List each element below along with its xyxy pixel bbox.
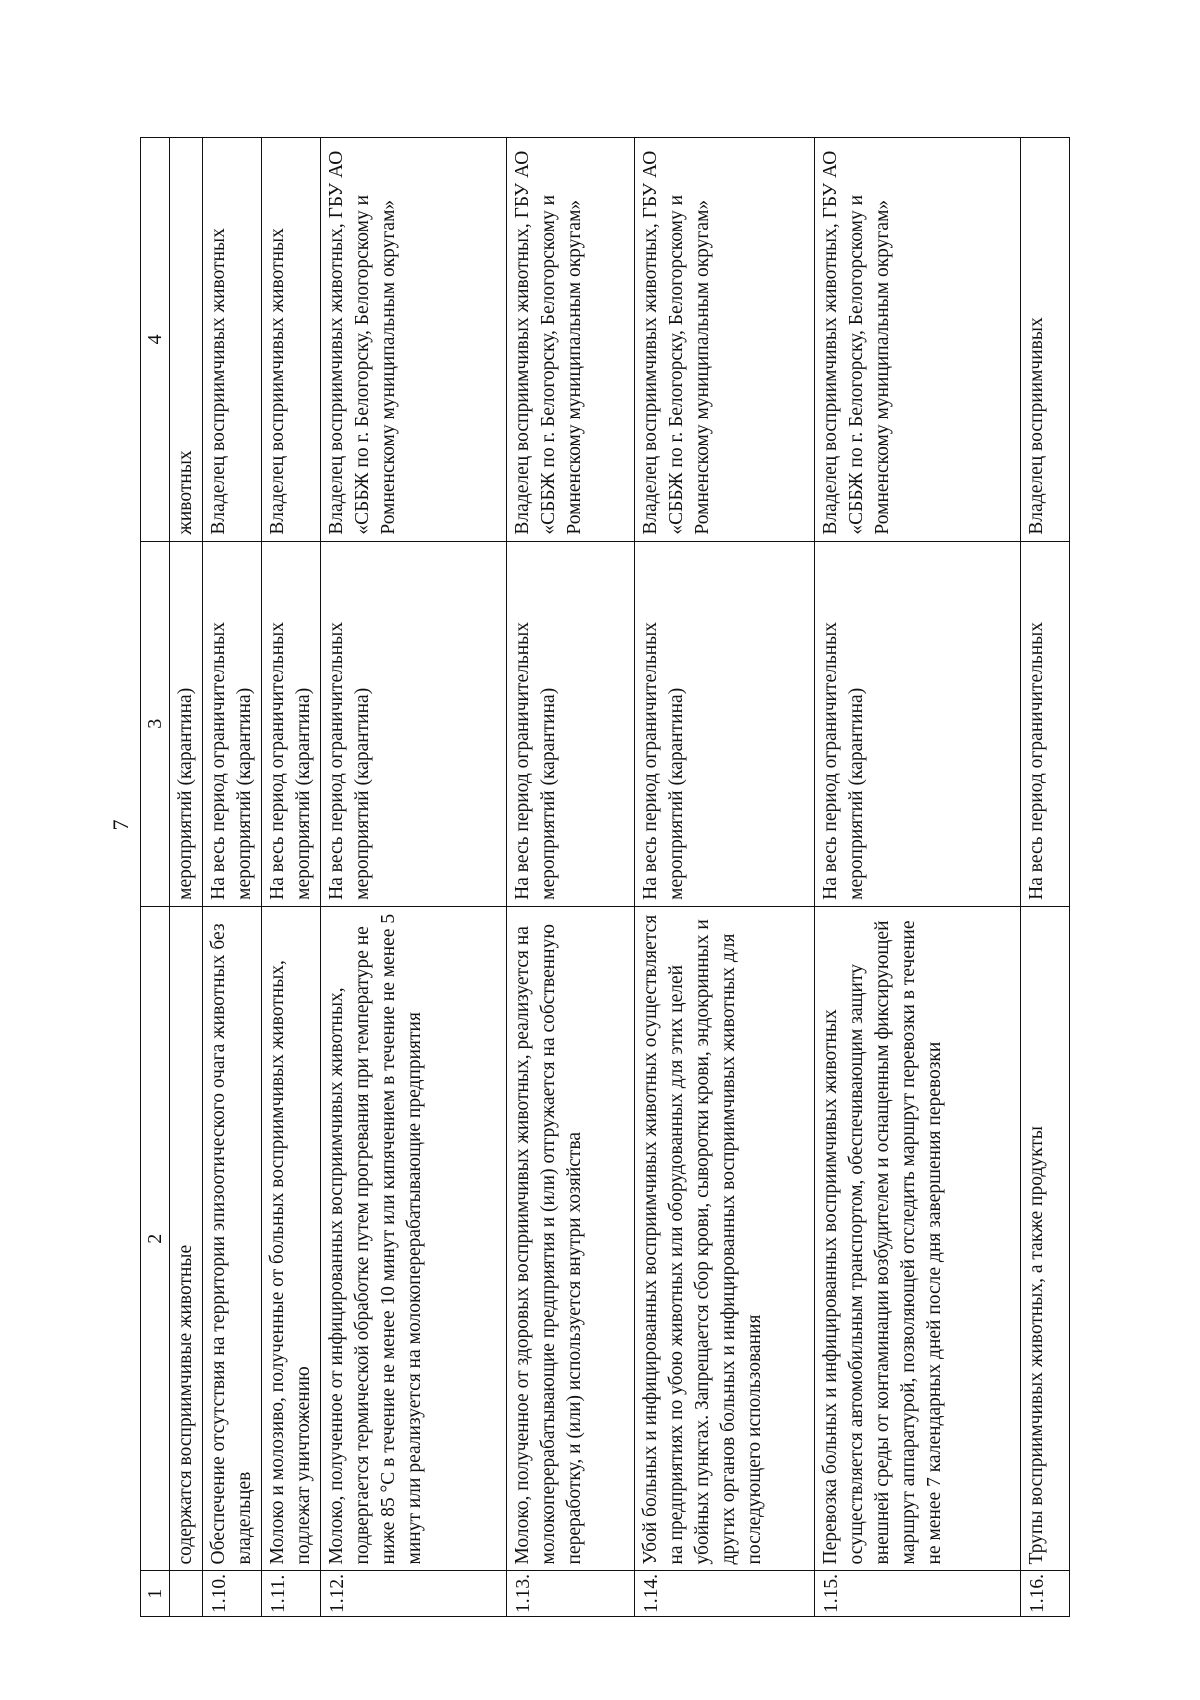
table-row <box>203 138 262 1617</box>
table-row <box>262 138 321 1617</box>
measure-cell: содержатся восприимчивые животные <box>170 906 203 1571</box>
row-number: 1.13. <box>507 1571 635 1617</box>
measure-cell: Молоко, полученное от здоровых восприимчивых животных, реализуется на молокоперерабатывающие предприятия и (или) отгружается на собственную переработку, и (или) используется внутри хозяйства <box>507 906 635 1571</box>
measure-cell: Убой больных и инфицированных восприимчивых животных осуществляется на предприятиях по убою животных или оборудованных для этих целей убойных пунктах. Запрещается сбор крови, сыворотки крови, эндокринных и других органов больных и инфицированных восприимчивых животных для последующего использования <box>635 906 815 1571</box>
row-number <box>170 1571 203 1617</box>
header-cell: 3 <box>141 541 170 906</box>
page-number: 7 <box>108 819 133 831</box>
responsible-cell: животных <box>170 138 203 542</box>
responsible-cell: Владелец восприимчивых <box>1021 138 1070 542</box>
header-cell: 4 <box>141 138 170 542</box>
table-row <box>507 138 635 1617</box>
responsible-cell: Владелец восприимчивых животных <box>203 138 262 542</box>
responsible-cell: Владелец восприимчивых животных, ГБУ АО «СББЖ по г. Белогорску, Белогорскому и Ромненскому муниципальным округам» <box>507 138 635 542</box>
deadline-cell: На весь период ограничительных мероприятий (карантина) <box>815 541 1021 906</box>
table-row <box>815 138 1021 1617</box>
header-cell: 1 <box>141 1571 170 1617</box>
row-number: 1.12. <box>321 1571 507 1617</box>
row-number: 1.10. <box>203 1571 262 1617</box>
responsible-cell: Владелец восприимчивых животных <box>262 138 321 542</box>
continuation-row <box>170 138 203 1617</box>
table-row <box>1021 138 1070 1617</box>
deadline-cell: мероприятий (карантина) <box>170 541 203 906</box>
deadline-cell: На весь период ограничительных мероприятий (карантина) <box>203 541 262 906</box>
deadline-cell: На весь период ограничительных мероприятий (карантина) <box>321 541 507 906</box>
table-row <box>635 138 815 1617</box>
row-number: 1.14. <box>635 1571 815 1617</box>
row-number: 1.15. <box>815 1571 1021 1617</box>
deadline-cell: На весь период ограничительных мероприятий (карантина) <box>262 541 321 906</box>
rotated-table-wrapper <box>140 137 1070 1617</box>
measure-cell: Трупы восприимчивых животных, а также продукты <box>1021 906 1070 1571</box>
responsible-cell: Владелец восприимчивых животных, ГБУ АО «СББЖ по г. Белогорску, Белогорскому и Ромненскому муниципальным округам» <box>321 138 507 542</box>
responsible-cell: Владелец восприимчивых животных, ГБУ АО «СББЖ по г. Белогорску, Белогорскому и Ромненскому муниципальным округам» <box>815 138 1021 542</box>
measure-cell: Молоко и молозиво, полученные от больных восприимчивых животных, подлежат уничтожению <box>262 906 321 1571</box>
header-cell: 2 <box>141 906 170 1571</box>
measure-cell: Перевозка больных и инфицированных восприимчивых животных осуществляется автомобильным транспортом, обеспечивающим защиту внешней среды от контаминации возбудителем и оснащенным фиксирующей маршрут аппаратурой, позволяющей отследить маршрут перевозки в течение не менее 7 календарных дней после дня завершения перевозки <box>815 906 1021 1571</box>
row-number: 1.16. <box>1021 1571 1070 1617</box>
header-row <box>141 138 170 1617</box>
deadline-cell: На весь период ограничительных мероприятий (карантина) <box>635 541 815 906</box>
deadline-cell: На весь период ограничительных <box>1021 541 1070 906</box>
responsible-cell: Владелец восприимчивых животных, ГБУ АО «СББЖ по г. Белогорску, Белогорскому и Ромненскому муниципальным округам» <box>635 138 815 542</box>
measure-cell: Обеспечение отсутствия на территории эпизоотического очага животных без владельцев <box>203 906 262 1571</box>
deadline-cell: На весь период ограничительных мероприятий (карантина) <box>507 541 635 906</box>
table-row <box>321 138 507 1617</box>
measure-cell: Молоко, полученное от инфицированных восприимчивых животных, подвергается термической обработке путем прогревания при температуре не ниже 85 °С в течение не менее 10 минут или кипячением в течение не менее 5 минут или реализуется на молокоперерабатывающие предприятия <box>321 906 507 1571</box>
measures-table <box>140 137 1070 1617</box>
row-number: 1.11. <box>262 1571 321 1617</box>
